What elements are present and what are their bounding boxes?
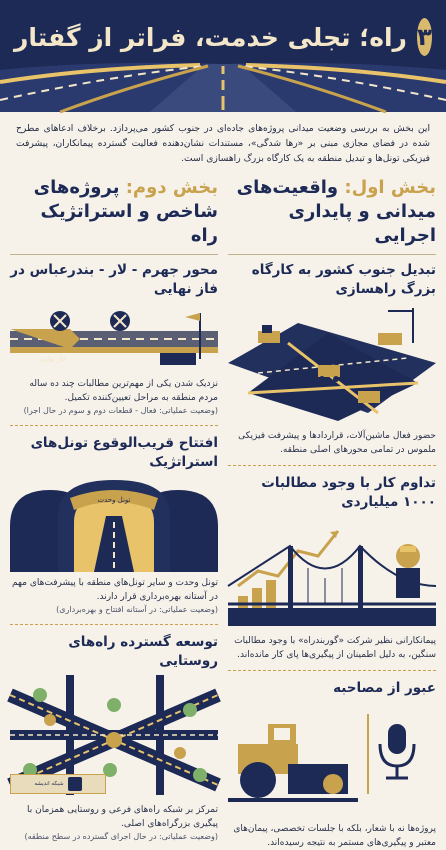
- part1-heading: [228, 176, 436, 248]
- intro-paragraph: این بخش به بررسی وضعیت میدانی پروژه‌های جاده‌ای در جنوب کشور می‌پردازد. برخلاف ادعاهای مطرح شده در فضای مجازی مبنی بر «رها شدگی»، مستندات نشان‌دهنده فعالیت گسترده پیمانکاران، پیشرفت فیزیکی تونل‌ها و تبدیل منطقه به یک کارگاه بزرگ راهسازی است.: [16, 123, 430, 164]
- tunnel-name-sign: تونل وحدت: [97, 496, 131, 504]
- logo-text: شبکه اندیشه: [34, 781, 64, 787]
- road-perspective-graphic: [0, 0, 446, 112]
- part1-item2-body: پیمانکارانی نظیر شرکت «گوربندراه» با وجود مطالبات سنگین، به دلیل اطمینان از پیگیری‌ها پای کار مانده‌اند.: [234, 636, 436, 660]
- part2-item1-body: نزدیک شدن یکی از مهم‌ترین مطالبات چند ده ساله مردم منطقه به مراحل تعیین‌کننده تکمیل.: [29, 379, 218, 403]
- part1-item3-body: پروژه‌ها نه با شعار، بلکه با جلسات تخصصی، پیمان‌های معتبر و پیگیری‌های مستمر به نتیجه رسیده‌اند.: [233, 824, 436, 848]
- tunnel-illustration: [10, 476, 218, 572]
- part2-item2-title: افتتاح قریب‌الوقوع تونل‌های استراتژیک: [30, 435, 218, 470]
- header-banner: [0, 0, 446, 112]
- part1-title: واقعیت‌های میدانی و پایداری اجرایی: [236, 177, 436, 246]
- part1-item2-title: تداوم کار با وجود مطالبات ۱۰۰۰ میلیاردی: [261, 475, 436, 510]
- divider: [10, 254, 218, 255]
- logo-icon: [68, 777, 82, 791]
- footer-logo: [10, 774, 106, 794]
- divider: [10, 425, 218, 426]
- final-phase-sign: فاز نهایی: [39, 355, 67, 363]
- tools-icon: [50, 311, 70, 331]
- part2-item3-body: تمرکز بر شبکه راه‌های فرعی و روستایی همزمان با پیگیری بزرگراه‌های اصلی.: [27, 805, 218, 829]
- part2-item2-status: (وضعیت عملیاتی: در آستانه افتتاح و بهره‌برداری): [56, 605, 218, 614]
- part1-item1-title: تبدیل جنوب کشور به کارگاه بزرگ راهسازی: [251, 262, 436, 297]
- divider: [228, 254, 436, 255]
- page-title: راه؛ تجلی خدمت، فراتر از گفتار: [14, 22, 407, 52]
- bridge-chart-illustration: [228, 516, 436, 626]
- part2-column: [10, 176, 218, 843]
- wrench-icon: [110, 311, 130, 331]
- part2-item1-title: محور جهرم - لار - بندرعباس در فاز نهایی: [10, 262, 218, 297]
- part2-item2-body: تونل وحدت و سایر تونل‌های منطقه با پیشرفت‌های مهم در آستانه بهره‌برداری قرار دارند.: [12, 578, 218, 602]
- title-row: [14, 18, 432, 56]
- part2-title: پروژه‌های شاخص و استراتژیک راه: [33, 177, 218, 246]
- microphone-roller-illustration: [228, 704, 436, 814]
- part1-label: بخش اول:: [344, 177, 436, 198]
- part1-column: [228, 176, 436, 850]
- part2-item3-title: توسعه گسترده راه‌های روستایی: [68, 634, 218, 669]
- tunnel-illustration-wrap: [10, 476, 218, 572]
- divider: [10, 624, 218, 625]
- part2-item1-status: (وضعیت عملیاتی: فعال - قطعات دوم و سوم در حال اجرا): [23, 406, 218, 415]
- part1-item3-title: عبور از مصاحبه: [333, 680, 436, 696]
- construction-site-illustration: [228, 303, 436, 421]
- section-number-badge: ۳: [417, 18, 432, 56]
- road-signs-illustration-wrap: [10, 303, 218, 373]
- part2-label: بخش دوم:: [125, 177, 218, 198]
- part1-item1-body: حضور فعال ماشین‌آلات، قراردادها و پیشرفت فیزیکی ملموس در تمامی محورهای اصلی منطقه.: [238, 431, 436, 455]
- divider: [228, 670, 436, 671]
- divider: [228, 465, 436, 466]
- part2-item3-status: (وضعیت عملیاتی: در حال اجرای گسترده در سطح منطقه): [24, 832, 218, 841]
- part2-heading: [10, 176, 218, 248]
